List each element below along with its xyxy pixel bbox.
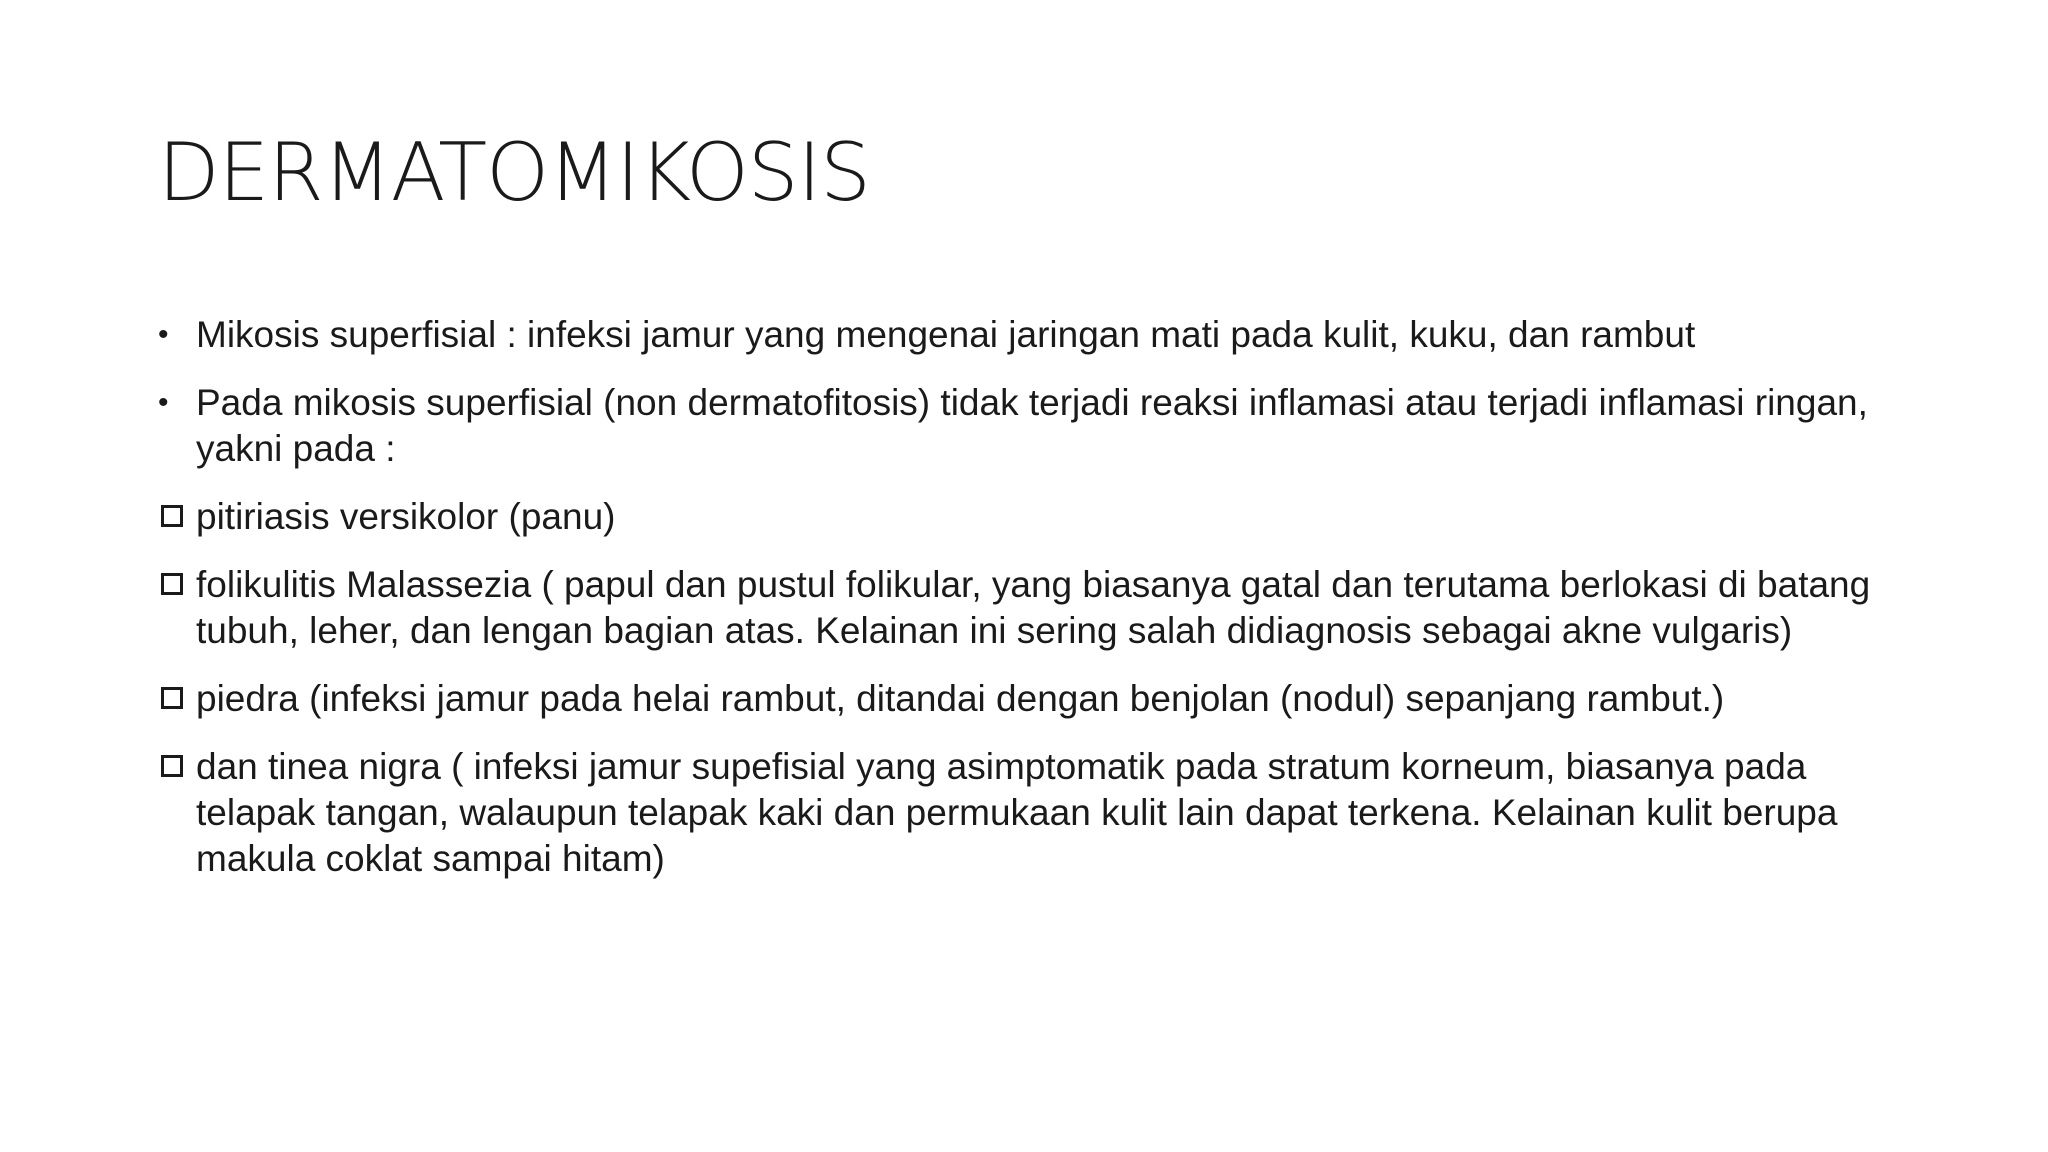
list-item-bullet: [158, 312, 1898, 358]
list-item-text: Pada mikosis superfisial (non dermatofitosis) tidak terjadi reaksi inflamasi atau terjadi inflamasi ringan, yakni pada :: [196, 382, 1868, 469]
slide-title: DERMATOMIKOSIS: [158, 126, 870, 219]
list-item-checkbox: [158, 562, 1898, 654]
list-item-checkbox: [158, 744, 1898, 882]
list-item-checkbox: [158, 494, 1898, 540]
checkbox-icon: [161, 755, 183, 777]
list-item-text: piedra (infeksi jamur pada helai rambut, ditandai dengan benjolan (nodul) sepanjang rambut.): [196, 678, 1725, 719]
checkbox-icon: [161, 505, 183, 527]
list-item-text: folikulitis Malassezia ( papul dan pustul folikular, yang biasanya gatal dan terutama berlokasi di batang tubuh, leher, dan lengan bagian atas. Kelainan ini sering salah didiagnosis sebagai akne vulgaris): [196, 564, 1871, 651]
slide-content: [158, 312, 1898, 904]
list-item-text: dan tinea nigra ( infeksi jamur supefisial yang asimptomatik pada stratum korneum, biasanya pada telapak tangan, walaupun telapak kaki dan permukaan kulit lain dapat terkena. Kelainan kulit berupa makula coklat sampai hitam): [196, 746, 1838, 879]
bullet-icon: •: [158, 386, 169, 419]
bullet-icon: •: [158, 318, 169, 351]
list-item-bullet: [158, 380, 1898, 472]
checkbox-icon: [161, 573, 183, 595]
list-item-text: pitiriasis versikolor (panu): [196, 496, 616, 537]
checkbox-icon: [161, 687, 183, 709]
list-item-checkbox: [158, 676, 1898, 722]
list-item-text: Mikosis superfisial : infeksi jamur yang mengenai jaringan mati pada kulit, kuku, dan rambut: [196, 314, 1696, 355]
